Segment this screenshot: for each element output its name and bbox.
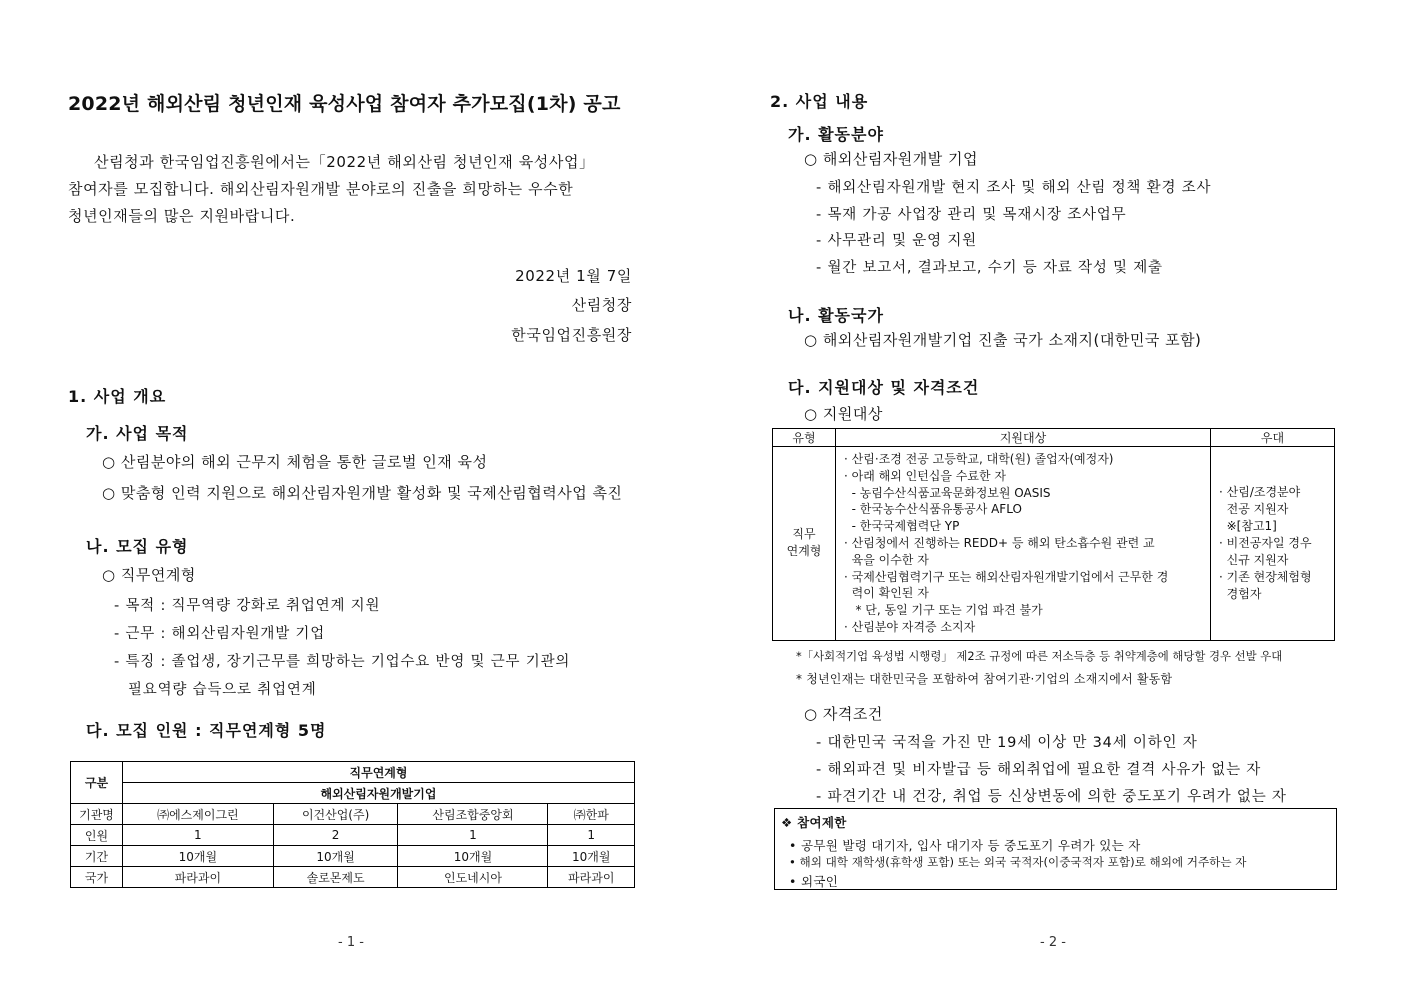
table-row <box>71 804 635 825</box>
subsection-activity-field: 가. 활동분야 <box>788 125 884 144</box>
activity-duty-4: - 월간 보고서, 결과보고, 수기 등 자료 작성 및 제출 <box>816 260 1163 276</box>
page-title: 2022년 해외산림 청년인재 육성사업 참여자 추가모집(1차) 공고 <box>68 93 621 115</box>
target-line: · 산림·조경 전공 고등학교, 대학(원) 졸업자(예정자) <box>844 452 1114 466</box>
preference-line: · 기존 현장체험형 <box>1219 569 1312 584</box>
table-category: 해외산림자원개발기업 <box>123 783 635 804</box>
table-cell: 인도네시아 <box>398 867 548 888</box>
table-cell: ㈜한파 <box>548 804 635 825</box>
recruit-purpose: - 목적 : 직무역량 강화로 취업연계 지원 <box>114 598 381 614</box>
qualification-3: - 파견기간 내 건강, 취업 등 신상변동에 의한 중도포기 우려가 없는 자 <box>816 789 1287 805</box>
col-header-target: 지원대상 <box>836 429 1211 447</box>
section-2-heading: 2. 사업 내용 <box>770 92 869 111</box>
eligibility-qualification-heading: ○ 자격조건 <box>804 705 883 723</box>
table-cell: 1 <box>548 825 635 846</box>
table-cell: 파라과이 <box>548 867 635 888</box>
target-line: 육을 이수한 자 <box>844 552 929 567</box>
target-line: - 농림수산식품교육문화정보원 OASIS <box>844 485 1051 500</box>
restriction-item: • 공무원 발령 대기자, 입사 대기자 등 중도포기 우려가 있는 자 <box>789 838 1141 853</box>
activity-field-item: ○ 해외산림자원개발 기업 <box>804 150 979 168</box>
activity-duty-2: - 목재 가공 사업장 관리 및 목재시장 조사업무 <box>816 207 1127 223</box>
preference-line: ※[참고1] <box>1219 518 1277 533</box>
table-row <box>71 825 635 846</box>
section-1-heading: 1. 사업 개요 <box>68 387 167 406</box>
target-cell <box>836 447 1211 641</box>
table-cell: 이건산업(주) <box>273 804 398 825</box>
table-cell: 2 <box>273 825 398 846</box>
subsection-eligibility: 다. 지원대상 및 자격조건 <box>788 378 980 397</box>
activity-country-item: ○ 해외산림자원개발기업 진출 국가 소재지(대한민국 포함) <box>804 331 1202 349</box>
eligibility-target-heading: ○ 지원대상 <box>804 405 883 423</box>
table-cell: 1 <box>398 825 548 846</box>
preference-line: 전공 지원자 <box>1219 501 1289 516</box>
page-number-2: - 2 - <box>1040 935 1066 950</box>
note-social-enterprise: *「사회적기업 육성법 시행령」 제2조 규정에 따른 저소득층 등 취약계층에 해당할 경우 선발 우대 <box>796 649 1283 663</box>
table-type: 직무연계형 <box>123 762 635 783</box>
subsection-recruit-count: 다. 모집 인원 : 직무연계형 5명 <box>86 721 327 740</box>
recruit-table <box>70 761 635 888</box>
target-line: 력이 확인된 자 <box>844 586 929 601</box>
col-header-type: 유형 <box>773 429 836 447</box>
intro-line-3: 청년인재들의 많은 지원바랍니다. <box>68 207 296 225</box>
page-number-1: - 1 - <box>338 935 364 950</box>
preference-line: · 산림/조경분야 <box>1219 484 1301 499</box>
table-cell: 1 <box>123 825 274 846</box>
subsection-purpose: 가. 사업 목적 <box>86 424 189 443</box>
table-cell: 10개월 <box>548 846 635 867</box>
intro-line-1: 산림청과 한국임업진흥원에서는「2022년 해외산림 청년인재 육성사업」 <box>94 153 595 171</box>
table-cell: 파라과이 <box>123 867 274 888</box>
purpose-item-1: ○ 산림분야의 해외 근무지 체험을 통한 글로벌 인재 육성 <box>102 453 488 471</box>
row-label: 기관명 <box>71 804 123 825</box>
row-label: 인원 <box>71 825 123 846</box>
target-line: - 한국국제협력단 YP <box>844 519 960 534</box>
table-cell: 10개월 <box>273 846 398 867</box>
target-line: * 단, 동일 기구 또는 기업 파견 불가 <box>844 603 1043 618</box>
purpose-item-2: ○ 맞춤형 인력 지원으로 해외산림자원개발 활성화 및 국제산림협력사업 촉진 <box>102 484 623 502</box>
col-header-preference: 우대 <box>1211 429 1335 447</box>
target-line: · 산림청에서 진행하는 REDD+ 등 해외 탄소흡수원 관련 교 <box>844 535 1155 550</box>
restriction-title: ❖ 참여제한 <box>781 815 847 830</box>
recruit-type-item: ○ 직무연계형 <box>102 566 196 584</box>
recruit-feature: - 특징 : 졸업생, 장기근무를 희망하는 기업수요 반영 및 근무 기관의 <box>114 654 571 670</box>
subsection-activity-country: 나. 활동국가 <box>788 306 884 325</box>
table-cell: 10개월 <box>398 846 548 867</box>
qualification-2: - 해외파견 및 비자발급 등 해외취업에 필요한 결격 사유가 없는 자 <box>816 762 1262 778</box>
target-line: · 아래 해외 인턴십을 수료한 자 <box>844 468 1006 483</box>
note-activity-location: * 청년인재는 대한민국을 포함하여 참여기관·기업의 소재지에서 활동함 <box>796 672 1173 686</box>
table-cell: 10개월 <box>123 846 274 867</box>
table-row <box>71 867 635 888</box>
eligibility-table <box>772 428 1335 641</box>
target-line: · 국제산림협력기구 또는 해외산림자원개발기업에서 근무한 경 <box>844 569 1169 584</box>
recruit-workplace: - 근무 : 해외산림자원개발 기업 <box>114 626 326 642</box>
table-cell: 솔로몬제도 <box>273 867 398 888</box>
restriction-item: • 외국인 <box>789 874 839 889</box>
restriction-box <box>774 808 1337 890</box>
preference-line: 경험자 <box>1219 586 1262 601</box>
table-cell: ㈜에스제이그린 <box>123 804 274 825</box>
table-corner: 구분 <box>71 762 123 804</box>
activity-duty-1: - 해외산림자원개발 현지 조사 및 해외 산림 정책 환경 조사 <box>816 180 1212 196</box>
row-label: 기간 <box>71 846 123 867</box>
qualification-1: - 대한민국 국적을 가진 만 19세 이상 만 34세 이하인 자 <box>816 735 1198 751</box>
intro-line-2: 참여자를 모집합니다. 해외산림자원개발 분야로의 진출을 희망하는 우수한 <box>68 180 574 198</box>
row-label: 국가 <box>71 867 123 888</box>
preference-line: · 비전공자일 경우 <box>1219 535 1312 550</box>
restriction-item: • 해외 대학 재학생(휴학생 포함) 또는 외국 국적자(이중국적자 포함)로 해외에 거주하는 자 <box>789 855 1247 869</box>
table-cell: 산림조합중앙회 <box>398 804 548 825</box>
type-cell: 직무 연계형 <box>773 447 836 641</box>
preference-cell <box>1211 447 1335 641</box>
preference-line: 신규 지원자 <box>1219 552 1289 567</box>
target-line: - 한국농수산식품유통공사 AFLO <box>844 502 1022 517</box>
signer-forest-service: 산림청장 <box>571 296 632 314</box>
announce-date: 2022년 1월 7일 <box>515 267 632 285</box>
signer-kofpi: 한국임업진흥원장 <box>511 326 632 344</box>
target-line: · 산림분야 자격증 소지자 <box>844 619 976 634</box>
recruit-feature-cont: 필요역량 습득으로 취업연계 <box>128 682 317 698</box>
subsection-recruit-type: 나. 모집 유형 <box>86 537 189 556</box>
table-row <box>71 846 635 867</box>
activity-duty-3: - 사무관리 및 운영 지원 <box>816 233 977 249</box>
